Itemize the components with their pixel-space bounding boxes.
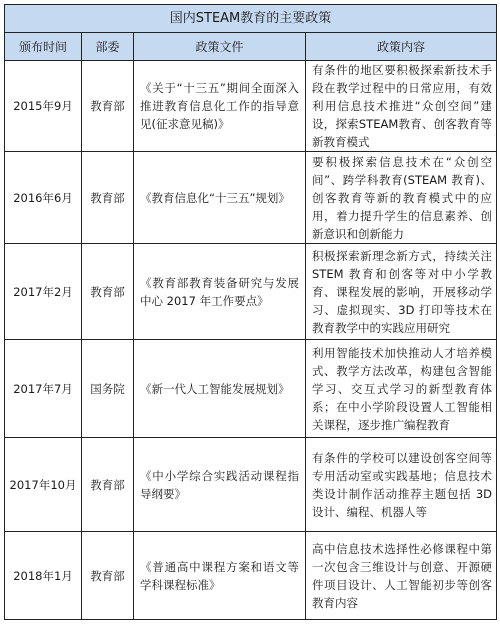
cell-doc: 《普通高中课程方案和语文等学科课程标准》: [134, 532, 306, 620]
cell-content: 高中信息技术选择性必修课程中第一次包含三维设计与创意、开源硬件项目设计、人工智能初步等创客教育内容: [306, 532, 497, 620]
cell-date: 2017年7月: [5, 340, 82, 438]
policy-table-wrapper: [4, 4, 496, 623]
table-row: [5, 340, 497, 438]
table-row: [5, 152, 497, 244]
cell-doc: 《教育部教育装备研究与发展中心 2017 年工作要点》: [134, 244, 306, 340]
cell-doc: 《新一代人工智能发展规划》: [134, 340, 306, 438]
cell-dept: 教育部: [82, 532, 134, 620]
cell-date: 2015年9月: [5, 61, 82, 152]
cell-date: 2017年2月: [5, 244, 82, 340]
table-header-row: [5, 33, 497, 61]
table-row: [5, 532, 497, 620]
header-content: 政策内容: [306, 33, 497, 61]
table-row: [5, 61, 497, 152]
table-row: [5, 244, 497, 340]
table-title: 国内STEAM教育的主要政策: [5, 5, 497, 33]
cell-doc: 《中小学综合实践活动课程指导纲要》: [134, 438, 306, 532]
header-doc: 政策文件: [134, 33, 306, 61]
cell-dept: 国务院: [82, 340, 134, 438]
table-row: [5, 438, 497, 532]
cell-dept: 教育部: [82, 61, 134, 152]
cell-doc: 《教育信息化“十三五”规划》: [134, 152, 306, 244]
cell-doc: 《关于“十三五”期间全面深入推进教育信息化工作的指导意见(征求意见稿)》: [134, 61, 306, 152]
cell-dept: 教育部: [82, 152, 134, 244]
cell-content: 有条件的学校可以建设创客空间等专用活动室或实践基地；信息技术类设计制作活动推荐主题包括 3D 设计、编程、机器人等: [306, 438, 497, 532]
cell-dept: 教育部: [82, 438, 134, 532]
cell-date: 2018年1月: [5, 532, 82, 620]
cell-date: 2016年6月: [5, 152, 82, 244]
cell-dept: 教育部: [82, 244, 134, 340]
table-title-row: [5, 5, 497, 33]
header-dept: 部委: [82, 33, 134, 61]
cell-content: 利用智能技术加快推动人才培养模式、教学方法改革，构建包含智能学习、交互式学习的新型教育体系；在中小学阶段设置人工智能相关课程，逐步推广编程教育: [306, 340, 497, 438]
cell-content: 有条件的地区要积极探索新技术手段在教学过程中的日常应用，有效利用信息技术推进“众创空间”建设，探索STEAM教育、创客教育等新教育模式: [306, 61, 497, 152]
policy-table: [4, 4, 497, 620]
cell-content: 要积极探索信息技术在“众创空间”、跨学科教育(STEAM 教育)、创客教育等新的教育模式中的应用，着力提升学生的信息素养、创新意识和创新能力: [306, 152, 497, 244]
cell-content: 积极探索新理念新方式，持续关注 STEM 教育和创客等对中小学教育、课程发展的影响，开展移动学习、虚拟现实、3D 打印等技术在教育教学中的实践应用研究: [306, 244, 497, 340]
header-date: 颁布时间: [5, 33, 82, 61]
cell-date: 2017年10月: [5, 438, 82, 532]
